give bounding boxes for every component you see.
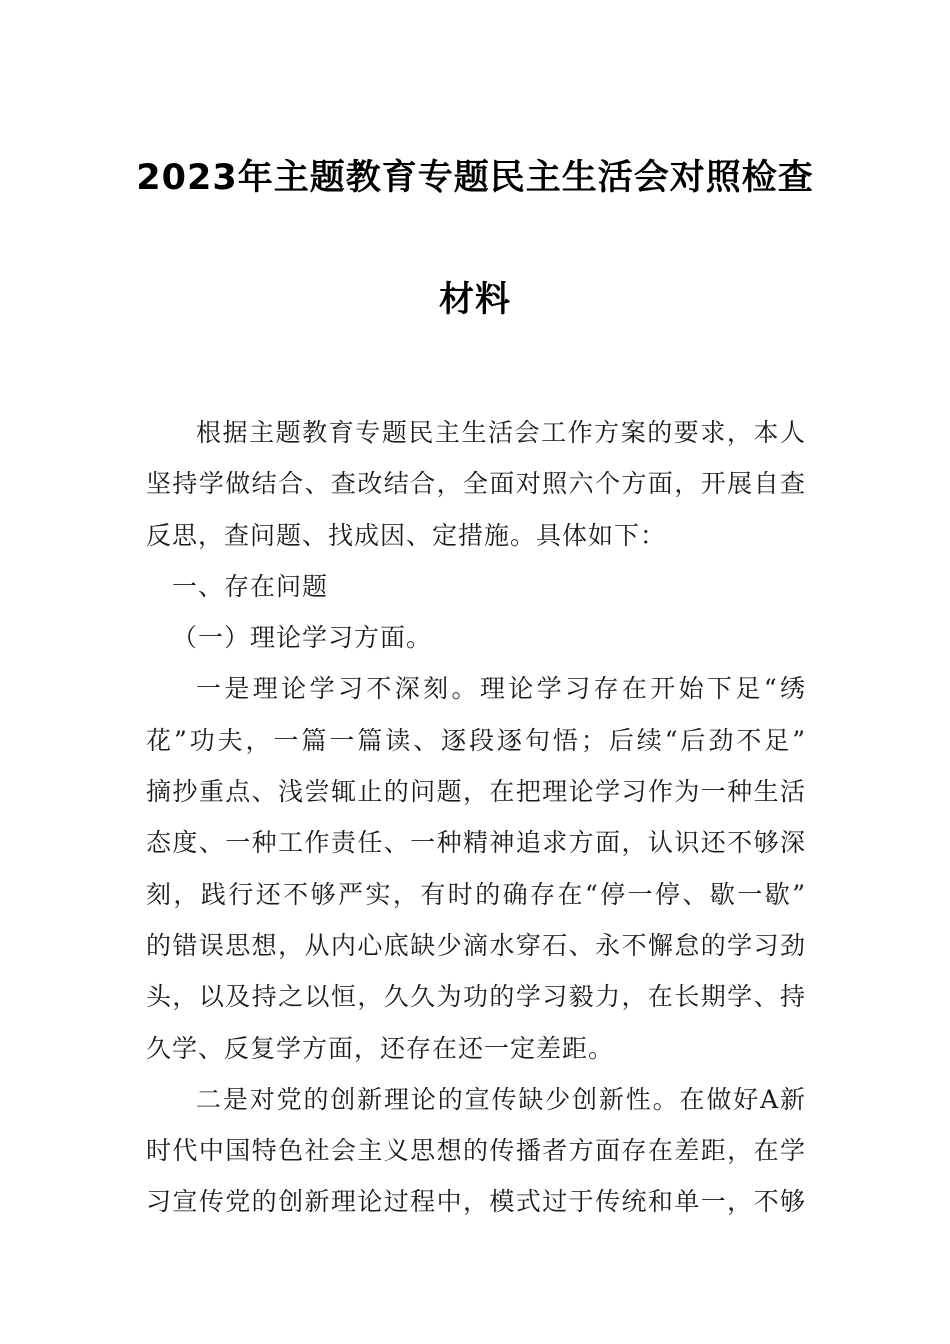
paragraph-point-one — [146, 663, 806, 1073]
text-line: （一）理论学习方面。 — [172, 623, 433, 653]
subsection-heading — [146, 612, 806, 663]
text-line: 花”功夫，一篇一篇读、逐段逐句悟；后续“后劲不足” — [146, 725, 806, 755]
text-line: 摘抄重点、浅尝辄止的问题，在把理论学习作为一种生活 — [146, 777, 806, 807]
text-line: 态度、一种工作责任、一种精神追求方面，认识还不够深 — [146, 828, 806, 858]
text-line: 一是理论学习不深刻。理论学习存在开始下足“绣 — [196, 674, 806, 704]
text-line: 坚持学做结合、查改结合，全面对照六个方面，开展自查 — [146, 469, 806, 499]
section-heading — [146, 561, 806, 612]
text-line: 久学、反复学方面，还存在还一定差距。 — [146, 1033, 615, 1063]
text-line: 刻，践行还不够严实，有时的确存在“停一停、歇一歇” — [146, 879, 806, 909]
document-body — [146, 407, 806, 1228]
text-line: 二是对党的创新理论的宣传缺少创新性。在做好A新 — [196, 1084, 806, 1114]
text-line: 头，以及持之以恒，久久为功的学习毅力，在长期学、持 — [146, 982, 806, 1012]
text-line: 习宣传党的创新理论过程中，模式过于传统和单一，不够 — [146, 1187, 806, 1217]
text-line: 一、存在问题 — [172, 571, 329, 601]
paragraph-intro — [146, 407, 806, 561]
text-line: 根据主题教育专题民主生活会工作方案的要求，本人 — [196, 418, 806, 447]
text-line: 时代中国特色社会主义思想的传播者方面存在差距，在学 — [146, 1136, 806, 1166]
text-line: 反思，查问题、找成因、定措施。具体如下： — [146, 520, 667, 550]
document-title-line-2: 材料 — [438, 280, 511, 320]
document-title-line-1: 2023年主题教育专题民主生活会对照检查 — [136, 158, 814, 198]
text-line: 的错误思想，从内心底缺少滴水穿石、永不懈怠的学习劲 — [146, 930, 806, 960]
paragraph-point-two — [146, 1074, 806, 1228]
